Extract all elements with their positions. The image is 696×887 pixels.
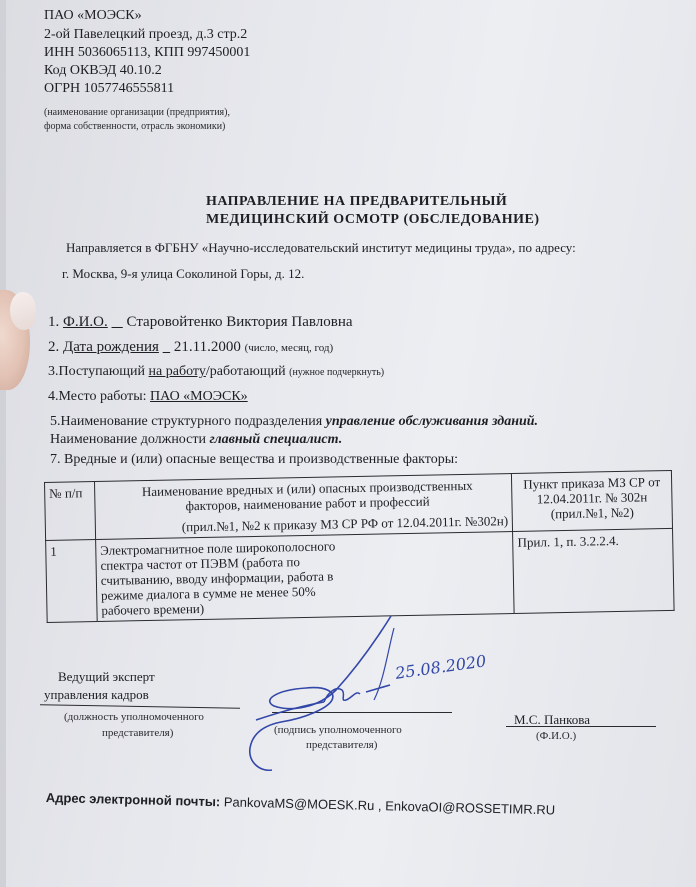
doc-title-line2: МЕДИЦИНСКИЙ ОСМОТР (ОБСЛЕДОВАНИЕ) — [206, 212, 540, 227]
unit-value: управление обслуживания зданий. — [325, 414, 539, 429]
org-caption-2: форма собственности, отрасль экономики) — [44, 121, 226, 132]
document-page — [6, 0, 696, 887]
dob-value: 21.11.2000 — [173, 339, 241, 355]
row-factor: Электромагнитное поле широкополосного спектра частот от ПЭВМ (работа по считыванию, вводу информации, работа в режиме диалога в сумме не менее 50% рабочего времени) — [96, 532, 515, 622]
employment-option: на работу — [148, 364, 206, 379]
dob-hint: (число, месяц, год) — [244, 342, 334, 354]
position-value: главный специалист. — [209, 432, 343, 447]
referral-line1: Направляется в ФГБНУ «Научно-исследовательский институт медицины труда», по адресу: — [66, 240, 576, 255]
header-clause-ref: (прил.№1, №2) — [550, 504, 635, 522]
referral-line2: г. Москва, 9-я улица Соколиной Горы, д. 12. — [62, 266, 305, 281]
org-inn-kpp: ИНН 5036065113, КПП 997450001 — [44, 45, 251, 60]
workplace-label: 4.Место работы: — [48, 389, 147, 404]
caption-position-line1: (должность уполномоченного — [64, 711, 204, 723]
email-label: Адрес электронной почты: — [45, 790, 221, 810]
employment-hint: (нужное подчеркнуть) — [289, 367, 385, 378]
caption-sign-line2: представителя) — [306, 739, 378, 751]
unit-label: 5.Наименование структурного подразделения — [50, 414, 323, 429]
header-factor-ref: (прил.№1, №2 к приказу МЗ СР РФ от 12.04.2011г. №302н) — [181, 513, 509, 535]
org-okved: Код ОКВЭД 40.10.2 — [44, 63, 162, 78]
dob-label: Дата рождения — [63, 339, 159, 355]
caption-position-line2: представителя) — [102, 727, 174, 739]
header-num: № п/п — [45, 482, 96, 541]
employment-prefix: 3.Поступающий — [48, 364, 146, 379]
email-separator: , — [377, 798, 382, 814]
factors-heading: 7. Вредные и (или) опасные вещества и производственные факторы: — [50, 452, 459, 467]
signer-role-line2: управления кадров — [44, 687, 149, 702]
email-value-1: PankovaMS@MOESK.Ru — [223, 794, 375, 814]
signer-role-line1: Ведущий эксперт — [58, 669, 155, 684]
org-name: ПАО «МОЭСК» — [44, 8, 142, 23]
workplace-value: ПАО «МОЭСК» — [150, 389, 248, 404]
org-ogrn: ОГРН 1057746555811 — [44, 81, 175, 96]
item-number-2: 2. — [48, 339, 60, 355]
handwritten-signature — [6, 0, 696, 887]
org-address: 2-ой Павелецкий проезд, д.3 стр.2 — [44, 27, 248, 42]
doc-title-line1: НАПРАВЛЕНИЕ НА ПРЕДВАРИТЕЛЬНЫЙ — [206, 194, 508, 209]
signer-name: М.С. Панкова — [514, 712, 590, 727]
header-clause-text: Пункт приказа МЗ СР от 12.04.2011г. № 302н — [523, 474, 661, 507]
email-value-2: EnkovaOI@ROSSETIMR.RU — [385, 798, 556, 818]
row-clause: Прил. 1, п. 3.2.2.4. — [513, 528, 674, 613]
caption-sign-line1: (подпись уполномоченного — [274, 724, 402, 736]
employment-rest: /работающий — [205, 364, 286, 379]
position-label: Наименование должности — [50, 432, 206, 447]
item-number-1: 1. — [48, 314, 60, 330]
fio-value: Старовойтенко Виктория Павловна — [126, 314, 353, 330]
caption-name: (Ф.И.О.) — [536, 730, 577, 742]
row-num: 1 — [46, 540, 97, 623]
header-factor-text: Наименование вредных и (или) опасных производственных факторов, наименование работ и профессий — [141, 477, 473, 514]
handwritten-date: 25.08.2020 — [394, 651, 488, 683]
fio-label: Ф.И.О. — [63, 314, 108, 330]
org-caption-1: (наименование организации (предприятия), — [44, 107, 230, 118]
